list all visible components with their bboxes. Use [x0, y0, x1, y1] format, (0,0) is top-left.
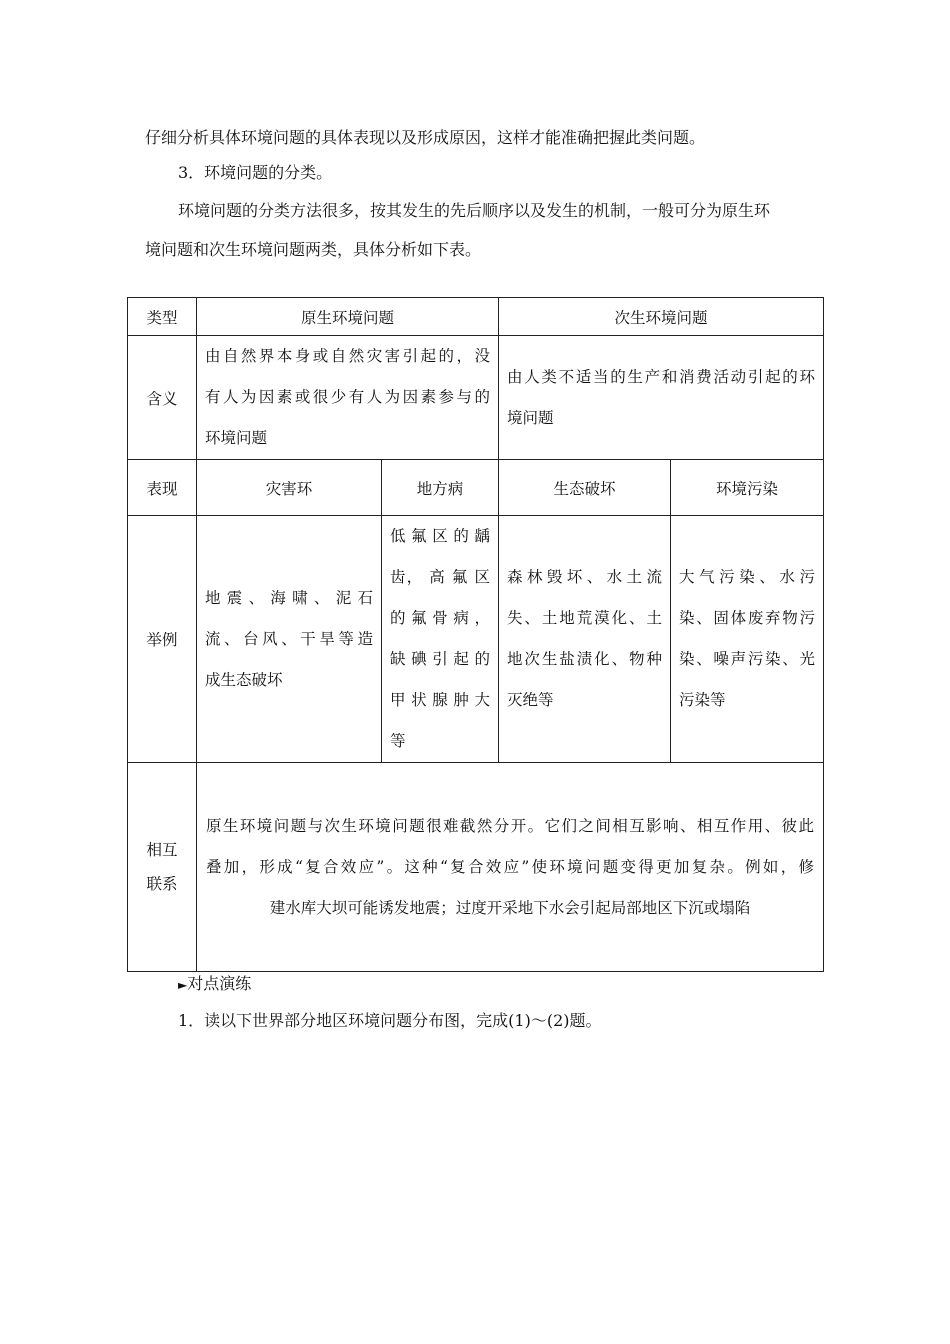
examples-endemic-line: 的 氟 骨 病 ， — [390, 609, 490, 627]
triangle-marker-icon: ► — [178, 978, 188, 992]
relation-text-line: 叠加，形成“复合效应”。这种“复合效应”使环境问题变得更加复杂。例如，修 — [206, 857, 814, 876]
classification-table — [127, 297, 824, 972]
manifest-disaster: 灾害环 — [197, 460, 382, 516]
examples-pollution-line: 污染等 — [679, 691, 726, 709]
examples-disaster — [197, 516, 382, 763]
examples-ecology-line: 失、土地荒漠化、土 — [507, 609, 662, 627]
manifest-endemic: 地方病 — [382, 460, 499, 516]
examples-endemic — [382, 516, 499, 763]
meaning-label: 含义 — [128, 336, 197, 460]
meaning-secondary — [499, 336, 824, 460]
meaning-primary-line: 由自然界本身或自然灾害引起的，没 — [205, 347, 490, 365]
examples-disaster-line: 成生态破坏 — [205, 670, 283, 689]
examples-pollution-line: 大气污染、水污 — [679, 568, 815, 586]
meaning-secondary-line: 境问题 — [507, 408, 554, 427]
examples-ecology-line: 地次生盐渍化、物种 — [507, 650, 662, 668]
table-row — [128, 298, 824, 336]
header-secondary: 次生环境问题 — [499, 298, 824, 336]
relation-text — [197, 763, 824, 972]
relation-label-line: 相互 — [146, 841, 178, 859]
examples-ecology-line: 灭绝等 — [507, 691, 554, 709]
header-type: 类型 — [128, 298, 197, 336]
meaning-primary — [197, 336, 499, 460]
meaning-primary-line: 有人为因素或很少有人为因素参与的 — [205, 388, 490, 406]
table-row — [128, 516, 824, 763]
examples-endemic-line: 等 — [390, 732, 406, 750]
examples-ecology — [499, 516, 671, 763]
relation-text-line: 原生环境问题与次生环境问题很难截然分开。它们之间相互影响、相互作用、彼此 — [206, 816, 814, 835]
relation-label — [128, 763, 197, 972]
paragraph-line: 仔细分析具体环境问题的具体表现以及形成原因，这样才能准确把握此类问题。 — [145, 128, 706, 147]
section-heading: 3．环境问题的分类。 — [178, 163, 333, 182]
examples-pollution-line: 染、噪声污染、光 — [679, 650, 815, 668]
manifest-pollution: 环境污染 — [671, 460, 824, 516]
examples-pollution-line: 染、固体废弃物污 — [679, 609, 815, 627]
examples-ecology-line: 森林毁坏、水土流 — [507, 568, 662, 586]
exercise-title: 对点演练 — [187, 974, 252, 993]
paragraph-line: 环境问题的分类方法很多，按其发生的先后顺序以及发生的机制，一般可分为原生环 — [178, 201, 771, 220]
header-primary: 原生环境问题 — [197, 298, 499, 336]
examples-disaster-line: 地 震 、 海 啸 、 泥 石 — [205, 588, 373, 607]
manifest-label: 表现 — [128, 460, 197, 516]
table-row — [128, 763, 824, 972]
exercise-question: 1．读以下世界部分地区环境问题分布图，完成(1)～(2)题。 — [178, 1011, 602, 1030]
meaning-secondary-line: 由人类不适当的生产和消费活动引起的环 — [507, 367, 815, 386]
examples-endemic-line: 甲 状 腺 肿 大 — [390, 691, 490, 709]
examples-disaster-line: 流、台风、干旱等造 — [205, 629, 373, 648]
examples-endemic-line: 缺 碘 引 起 的 — [390, 650, 490, 668]
exercise-heading — [178, 974, 251, 995]
manifest-ecology: 生态破坏 — [499, 460, 671, 516]
table-row — [128, 336, 824, 460]
relation-label-line: 联系 — [146, 875, 178, 893]
examples-label: 举例 — [128, 516, 197, 763]
relation-text-line: 建水库大坝可能诱发地震；过度开采地下水会引起局部地区下沉或塌陷 — [269, 898, 751, 917]
examples-endemic-line: 低 氟 区 的 龋 — [390, 527, 490, 545]
paragraph-line: 境问题和次生环境问题两类，具体分析如下表。 — [145, 240, 482, 259]
meaning-primary-line: 环境问题 — [205, 429, 268, 447]
table-row — [128, 460, 824, 516]
examples-endemic-line: 齿， 高 氟 区 — [390, 568, 490, 586]
examples-pollution — [671, 516, 824, 763]
